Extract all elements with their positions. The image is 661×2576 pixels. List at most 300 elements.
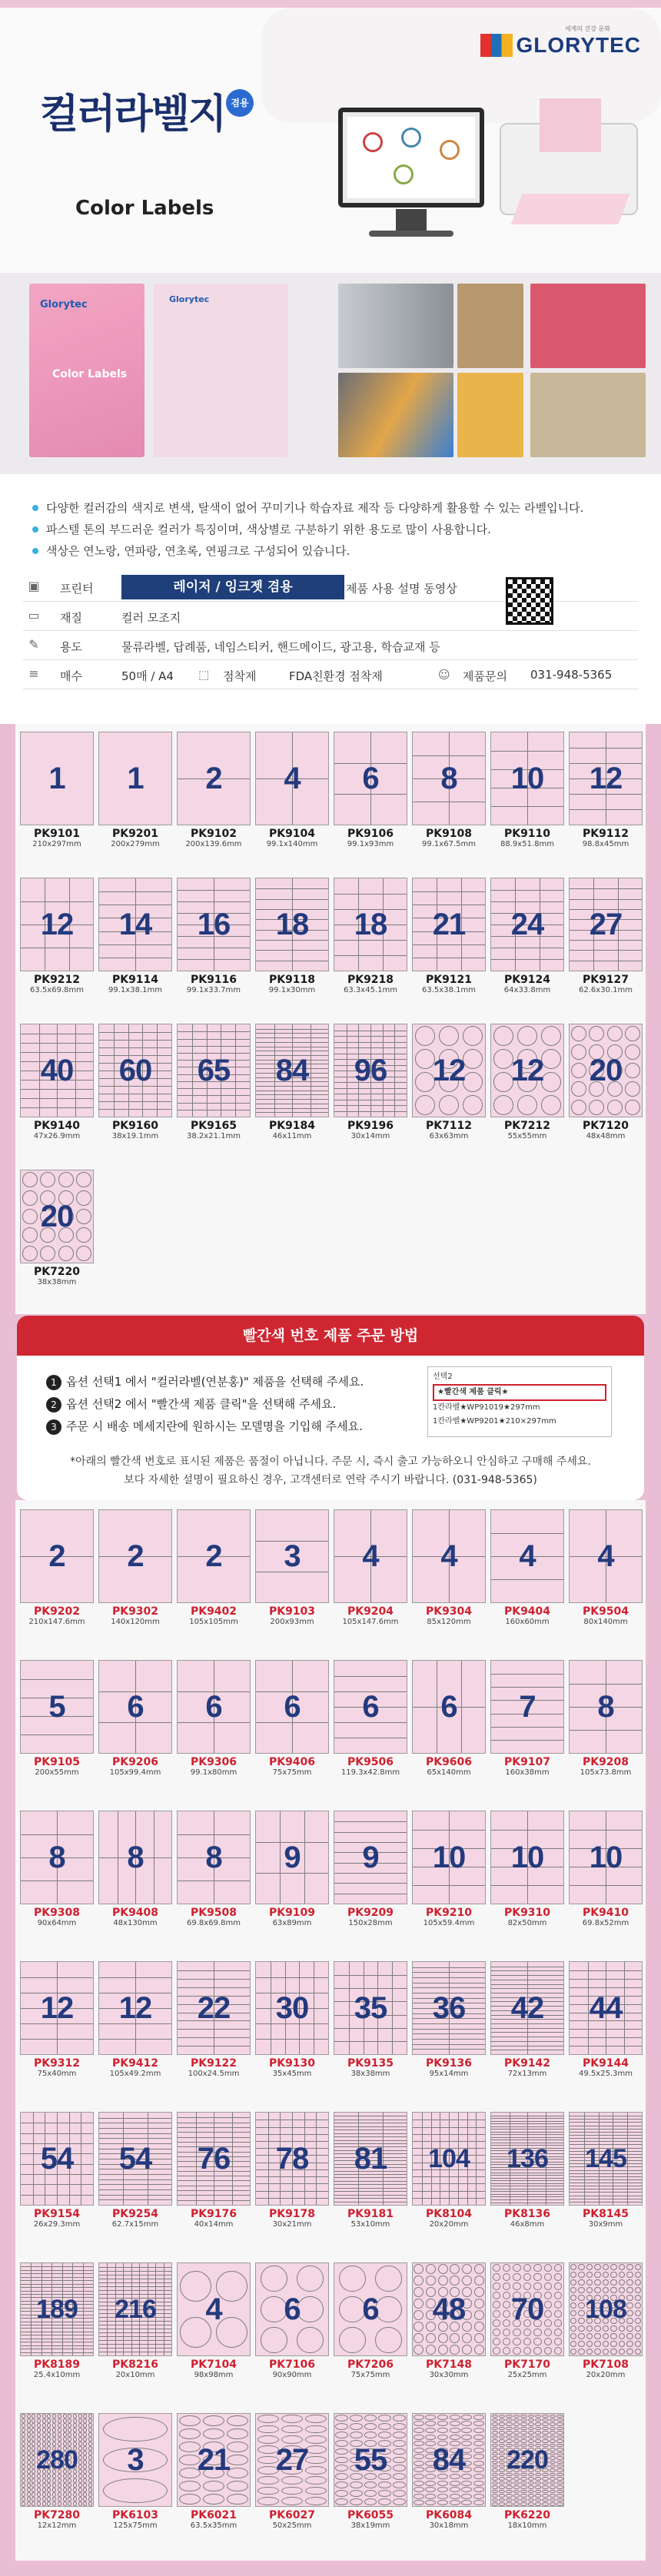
label-product-pk9306[interactable]: [177, 1660, 251, 1777]
label-size: 49.5x25.3mm: [579, 2070, 633, 2078]
label-count: 4: [440, 1539, 457, 1573]
label-count: 60: [118, 1053, 152, 1087]
label-sheet-preview: [98, 1660, 172, 1754]
label-size: 20x10mm: [115, 2371, 155, 2379]
label-sheet-preview: [569, 1660, 643, 1754]
label-product-pk9308[interactable]: [20, 1811, 94, 1927]
label-product-pk9122[interactable]: [177, 1961, 251, 2078]
label-sheet-preview: [412, 1660, 486, 1754]
label-count: 65: [197, 1053, 231, 1087]
label-sheet-preview: [334, 1660, 407, 1754]
label-size: 47x26.9mm: [33, 1132, 81, 1140]
label-size: 125x75mm: [113, 2521, 158, 2530]
label-size: 99.1x67.5mm: [422, 840, 476, 848]
model-code: PK9124: [503, 974, 551, 986]
brand-name: GLORYTEC: [516, 33, 641, 57]
label-product-pk9404[interactable]: [490, 1509, 564, 1626]
label-product-pk6055[interactable]: [334, 2413, 407, 2530]
label-product-pk9606[interactable]: [412, 1660, 486, 1777]
label-product-pk6084[interactable]: [412, 2413, 486, 2530]
label-product-pk9107[interactable]: [490, 1660, 564, 1777]
label-product-pk8104[interactable]: [412, 2112, 486, 2229]
notice-footnote-line: *아래의 빨간색 번호로 표시된 제품은 품절이 아닙니다. 주문 시, 즉시 출고 가능하오니 안심하고 구매해 주세요.: [70, 1456, 591, 1468]
label-size: 38x38mm: [37, 1278, 77, 1286]
spec-row-printer: [23, 573, 638, 602]
label-product-pk9124[interactable]: [490, 878, 564, 994]
label-product-pk6021[interactable]: [177, 2413, 251, 2530]
label-count: 104: [428, 2143, 470, 2173]
label-product-pk7148[interactable]: [412, 2262, 486, 2379]
label-product-pk9101[interactable]: [20, 732, 94, 848]
spec-label: 재질: [60, 611, 82, 625]
dropdown-option[interactable]: 1칸라벨★WP91019★297mm: [433, 1403, 540, 1412]
label-size: 95x14mm: [429, 2070, 469, 2078]
label-product-pk9127[interactable]: [569, 878, 643, 994]
label-size: 35x45mm: [272, 2070, 312, 2078]
label-count: 7: [519, 1689, 536, 1724]
adhesive-icon: ⬚: [198, 668, 210, 682]
model-code: PK9181: [347, 2208, 394, 2220]
model-code: PK6027: [268, 2509, 316, 2521]
model-code: PK8104: [425, 2208, 473, 2220]
label-sheet-preview: [412, 1509, 486, 1603]
label-count: 2: [48, 1539, 65, 1573]
label-sheet-preview: [490, 1660, 564, 1754]
material-icon: ▭: [28, 608, 40, 622]
label-sheet-preview: [98, 732, 172, 825]
model-code: PK9109: [268, 1907, 316, 1919]
label-product-pk9118[interactable]: [255, 878, 329, 994]
label-sheet-preview: [334, 732, 407, 825]
label-product-pk9109[interactable]: [255, 1811, 329, 1927]
label-count: 8: [127, 1840, 144, 1874]
notice-step: 1 옵션 선택1 에서 "컬러라벨(연분홍)" 제품을 선택해 주세요.: [46, 1371, 364, 1393]
label-product-pk9135[interactable]: [334, 1961, 407, 2078]
label-size: 30x30mm: [429, 2371, 469, 2379]
label-size: 105x99.4mm: [109, 1768, 161, 1777]
label-size: 99.1x30mm: [268, 986, 316, 994]
label-product-pk9178[interactable]: [255, 2112, 329, 2229]
monitor-stand: [396, 209, 427, 232]
model-code: PK8216: [111, 2359, 159, 2371]
label-count: 4: [205, 2292, 222, 2326]
label-product-pk9206[interactable]: [98, 1660, 172, 1777]
order-notice: [17, 1316, 644, 1500]
label-product-pk9406[interactable]: [255, 1660, 329, 1777]
model-code: PK9306: [190, 1756, 237, 1768]
label-size: 18x10mm: [507, 2521, 547, 2530]
label-product-pk9130[interactable]: [255, 1961, 329, 2078]
label-size: 75x75mm: [272, 1768, 312, 1777]
label-count: 3: [284, 1539, 301, 1573]
label-count: 18: [275, 907, 309, 941]
label-product-pk9218[interactable]: [334, 878, 407, 994]
label-product-pk6220[interactable]: [490, 2413, 564, 2530]
printer-illustration: [500, 123, 638, 215]
label-count: 84: [275, 1053, 309, 1087]
label-sheet-preview: [412, 878, 486, 971]
label-size: 63.3x45.1mm: [344, 986, 397, 994]
label-sheet-preview: [98, 2413, 172, 2507]
label-product-pk7104[interactable]: [177, 2262, 251, 2379]
label-product-pk9402[interactable]: [177, 1509, 251, 1626]
video-guide-label: 제품 사용 설명 동영상: [346, 582, 457, 596]
model-code: PK9404: [503, 1605, 551, 1618]
model-code: PK9506: [347, 1756, 394, 1768]
label-product-pk7170[interactable]: [490, 2262, 564, 2379]
label-count: 48: [432, 2292, 466, 2326]
model-code: PK9154: [33, 2208, 81, 2220]
label-count: 27: [275, 2442, 309, 2477]
label-product-pk9508[interactable]: [177, 1811, 251, 1927]
label-sheet-preview: [98, 1509, 172, 1603]
label-count: 6: [362, 761, 379, 795]
label-size: 40x14mm: [194, 2220, 234, 2229]
label-count: 35: [354, 1990, 387, 2025]
label-count: 10: [432, 1840, 466, 1874]
model-code: PK9122: [190, 2057, 237, 2070]
label-count: 1: [48, 761, 65, 795]
label-sheet-preview: [569, 1961, 643, 2055]
model-code: PK9254: [111, 2208, 159, 2220]
label-size: 200x93mm: [270, 1618, 314, 1626]
label-size: 80x140mm: [583, 1618, 628, 1626]
label-count: 2: [127, 1539, 144, 1573]
label-product-pk7120[interactable]: [569, 1024, 643, 1140]
top-ribbon: [0, 0, 661, 8]
label-product-pk9408[interactable]: [98, 1811, 172, 1927]
label-count: 40: [40, 1053, 74, 1087]
label-product-pk9202[interactable]: [20, 1509, 94, 1626]
label-count: 20: [40, 1199, 74, 1233]
label-count: 12: [40, 907, 74, 941]
model-code: PK9212: [33, 974, 81, 986]
label-product-pk9204[interactable]: [334, 1509, 407, 1626]
label-product-pk9121[interactable]: [412, 878, 486, 994]
label-product-pk9209[interactable]: [334, 1811, 407, 1927]
label-size: 150x28mm: [348, 1919, 393, 1927]
label-product-pk9208[interactable]: [569, 1660, 643, 1777]
label-count: 44: [589, 1990, 623, 2025]
model-code: PK9127: [582, 974, 629, 986]
label-count: 76: [197, 2141, 231, 2176]
label-product-pk9181[interactable]: [334, 2112, 407, 2229]
label-sheet-preview: [490, 1509, 564, 1603]
label-product-pk9108[interactable]: [412, 732, 486, 848]
dropdown-selected-option[interactable]: ★빨간색 제품 클릭★: [433, 1384, 606, 1401]
label-size: 69.8x69.8mm: [187, 1919, 241, 1927]
spec-row-quantity: [23, 660, 638, 689]
label-size: 50x25mm: [272, 2521, 312, 2530]
label-count: 189: [36, 2294, 78, 2324]
label-size: 90x90mm: [272, 2371, 312, 2379]
dropdown-option[interactable]: 1칸라벨★WP9201★210×297mm: [433, 1417, 556, 1426]
brand-mark-icon: [480, 34, 513, 57]
label-sheet-preview: [177, 878, 251, 971]
model-code: PK9410: [582, 1907, 629, 1919]
model-code: PK9210: [425, 1907, 473, 1919]
model-code: PK6021: [190, 2509, 237, 2521]
label-product-pk9210[interactable]: [412, 1811, 486, 1927]
label-sheet-preview: [490, 732, 564, 825]
label-sheet-preview: [255, 2112, 329, 2206]
label-product-pk9142[interactable]: [490, 1961, 564, 2078]
label-size: 100x24.5mm: [188, 2070, 240, 2078]
photo-glass-jar: [530, 373, 646, 457]
model-code: PK9121: [425, 974, 473, 986]
label-sheet-preview: [177, 732, 251, 825]
model-code: PK6220: [503, 2509, 551, 2521]
model-code: PK9202: [33, 1605, 81, 1618]
label-size: 63.5x69.8mm: [30, 986, 84, 994]
label-count: 42: [510, 1990, 544, 2025]
cover-title: Color Labels: [52, 368, 128, 380]
label-product-pk7220[interactable]: [20, 1170, 94, 1286]
label-product-pk9144[interactable]: [569, 1961, 643, 2078]
label-size: 20x20mm: [429, 2220, 469, 2229]
label-sheet-preview: [20, 1024, 94, 1117]
sheet-brand: Glorytec: [169, 294, 210, 304]
label-size: 69.8x52mm: [582, 1919, 629, 1927]
label-product-pk9412[interactable]: [98, 1961, 172, 2078]
label-product-pk9114[interactable]: [98, 878, 172, 994]
label-sheet-preview: [20, 1961, 94, 2055]
model-code: PK9130: [268, 2057, 316, 2070]
label-count: 12: [510, 1053, 544, 1087]
label-sheet-preview: [98, 1961, 172, 2055]
label-product-pk9302[interactable]: [98, 1509, 172, 1626]
stack-icon: ≡: [28, 666, 39, 681]
label-size: 200x55mm: [35, 1768, 79, 1777]
label-size: 38x19.1mm: [111, 1132, 159, 1140]
label-sheet-preview: [490, 1024, 564, 1117]
label-product-pk9201[interactable]: [98, 732, 172, 848]
contact-phone: 031-948-5365: [530, 668, 613, 682]
label-size: 55x55mm: [507, 1132, 547, 1140]
label-product-pk6103[interactable]: [98, 2413, 172, 2530]
label-count: 96: [354, 1053, 387, 1087]
model-code: PK7170: [503, 2359, 551, 2371]
label-product-pk9160[interactable]: [98, 1024, 172, 1140]
label-product-pk6027[interactable]: [255, 2413, 329, 2530]
label-size: 38x38mm: [350, 2070, 390, 2078]
label-product-pk9506[interactable]: [334, 1660, 407, 1777]
label-product-pk9176[interactable]: [177, 2112, 251, 2229]
label-count: 8: [48, 1840, 65, 1874]
label-size: 99.1x38.1mm: [108, 986, 162, 994]
label-product-pk9102[interactable]: [177, 732, 251, 848]
label-sheet-preview: [177, 2413, 251, 2507]
label-size: 48x130mm: [113, 1919, 158, 1927]
label-size: 200x139.6mm: [185, 840, 242, 848]
label-product-pk9196[interactable]: [334, 1024, 407, 1140]
label-count: 2: [205, 761, 222, 795]
label-sheet-preview: [20, 2262, 94, 2356]
label-count: 12: [432, 1053, 466, 1087]
model-code: PK9135: [347, 2057, 394, 2070]
photo-gift-box: [530, 284, 646, 368]
label-count: 5: [48, 1689, 65, 1724]
printer-icon: ▣: [28, 579, 40, 593]
label-count: 220: [507, 2445, 548, 2475]
model-code: PK9204: [347, 1605, 394, 1618]
label-product-pk9184[interactable]: [255, 1024, 329, 1140]
label-product-pk8145[interactable]: [569, 2112, 643, 2229]
label-sheet-preview: [177, 1024, 251, 1117]
model-code: PK9108: [425, 828, 473, 840]
label-product-pk9310[interactable]: [490, 1811, 564, 1927]
label-size: 98.8x45mm: [582, 840, 629, 848]
label-count: 8: [440, 761, 457, 795]
model-code: PK9201: [111, 828, 159, 840]
label-product-pk9136[interactable]: [412, 1961, 486, 2078]
model-code: PK9142: [503, 2057, 551, 2070]
model-code: PK9196: [347, 1120, 394, 1132]
label-size: 63.5x35mm: [190, 2521, 237, 2530]
model-code: PK9106: [347, 828, 394, 840]
model-code: PK9304: [425, 1605, 473, 1618]
label-sheet-preview: [569, 2262, 643, 2356]
label-sheet-preview: [255, 878, 329, 971]
spec-label: 프린터: [60, 582, 94, 596]
label-product-pk8136[interactable]: [490, 2112, 564, 2229]
label-count: 216: [115, 2294, 156, 2324]
label-size: 160x38mm: [505, 1768, 550, 1777]
option-dropdown-example[interactable]: [427, 1366, 612, 1437]
label-sheet-preview: [490, 1811, 564, 1904]
model-code: PK9160: [111, 1120, 159, 1132]
label-count: 145: [585, 2143, 626, 2173]
label-sheet-preview: [177, 1961, 251, 2055]
label-product-pk9410[interactable]: [569, 1811, 643, 1927]
label-sheet-preview: [20, 1509, 94, 1603]
label-product-pk7112[interactable]: [412, 1024, 486, 1140]
label-product-pk9212[interactable]: [20, 878, 94, 994]
model-code: PK9310: [503, 1907, 551, 1919]
label-product-pk8189[interactable]: [20, 2262, 94, 2379]
notice-footnote: [17, 1452, 644, 1489]
label-count: 6: [284, 1689, 301, 1724]
label-count: 21: [432, 907, 466, 941]
label-size: 82x50mm: [507, 1919, 547, 1927]
label-product-pk7206[interactable]: [334, 2262, 407, 2379]
label-sheet-preview: [412, 2413, 486, 2507]
label-size: 63x63mm: [429, 1132, 469, 1140]
notice-footnote-line: 보다 자세한 설명이 필요하신 경우, 고객센터로 연락 주시기 바랍니다. (031-948-5365): [124, 1474, 537, 1486]
label-size: 30x21mm: [272, 2220, 312, 2229]
label-product-pk9312[interactable]: [20, 1961, 94, 2078]
label-product-pk9116[interactable]: [177, 878, 251, 994]
spec-label: 제품문의: [463, 669, 507, 683]
model-code: PK9136: [425, 2057, 473, 2070]
dropdown-label: 선택2: [433, 1373, 453, 1381]
model-code: PK7148: [425, 2359, 473, 2371]
label-size: 53x10mm: [350, 2220, 390, 2229]
label-product-pk8216[interactable]: [98, 2262, 172, 2379]
product-info-section: [0, 474, 661, 724]
model-code: PK9408: [111, 1907, 159, 1919]
label-sheet-preview: [569, 1811, 643, 1904]
spec-table: [23, 573, 638, 689]
label-size: 62.7x15mm: [111, 2220, 159, 2229]
label-sheet-preview: [412, 1811, 486, 1904]
label-size: 98x98mm: [194, 2371, 234, 2379]
model-code: PK9402: [190, 1605, 237, 1618]
label-product-pk7212[interactable]: [490, 1024, 564, 1140]
label-count: 21: [197, 2442, 231, 2477]
label-count: 10: [510, 761, 544, 795]
label-sheet-preview: [334, 1024, 407, 1117]
model-code: PK9107: [503, 1756, 551, 1768]
label-count: 12: [589, 761, 623, 795]
spec-value-printer: 레이저 / 잉크젯 겸용: [121, 575, 344, 599]
model-code: PK9508: [190, 1907, 237, 1919]
product-sheet-back: [154, 284, 288, 457]
label-size: 46x8mm: [510, 2220, 545, 2229]
label-sheet-preview: [412, 1961, 486, 2055]
label-product-pk7106[interactable]: [255, 2262, 329, 2379]
label-size: 200x279mm: [111, 840, 160, 848]
label-product-pk9165[interactable]: [177, 1024, 251, 1140]
label-size: 85x120mm: [427, 1618, 471, 1626]
label-size: 105x105mm: [189, 1618, 238, 1626]
label-count: 4: [362, 1539, 379, 1573]
model-code: PK9114: [111, 974, 159, 986]
label-product-pk7280[interactable]: [20, 2413, 94, 2530]
label-sheet-preview: [334, 878, 407, 971]
label-product-pk9112[interactable]: [569, 732, 643, 848]
label-count: 27: [589, 907, 623, 941]
cover-brand: Glorytec: [40, 299, 88, 310]
model-code: PK9144: [582, 2057, 629, 2070]
label-catalog: [0, 724, 661, 2576]
label-product-pk9154[interactable]: [20, 2112, 94, 2229]
model-code: PK9606: [425, 1756, 473, 1768]
label-product-pk9304[interactable]: [412, 1509, 486, 1626]
model-code: PK9184: [268, 1120, 316, 1132]
model-code: PK9165: [190, 1120, 237, 1132]
spec-row-material: [23, 602, 638, 631]
model-code: PK9206: [111, 1756, 159, 1768]
label-size: 99.1x140mm: [266, 840, 318, 848]
model-code: PK9412: [111, 2057, 159, 2070]
model-code: PK9504: [582, 1605, 629, 1618]
label-size: 63.5x38.1mm: [422, 986, 476, 994]
label-count: 22: [197, 1990, 231, 2025]
label-count: 54: [118, 2141, 152, 2176]
label-product-pk9110[interactable]: [490, 732, 564, 848]
label-count: 24: [510, 907, 544, 941]
label-sheet-preview: [334, 1961, 407, 2055]
label-product-pk9504[interactable]: [569, 1509, 643, 1626]
model-code: PK7106: [268, 2359, 316, 2371]
label-sheet-preview: [490, 878, 564, 971]
label-size: 65x140mm: [427, 1768, 471, 1777]
label-count: 54: [40, 2141, 74, 2176]
usage-icon: ✎: [28, 637, 39, 652]
model-code: PK9103: [268, 1605, 316, 1618]
label-product-pk9105[interactable]: [20, 1660, 94, 1777]
label-size: 30x9mm: [588, 2220, 623, 2229]
label-product-pk9103[interactable]: [255, 1509, 329, 1626]
label-product-pk9106[interactable]: [334, 732, 407, 848]
label-size: 99.1x93mm: [347, 840, 394, 848]
label-product-pk7108[interactable]: [569, 2262, 643, 2379]
label-product-pk9104[interactable]: [255, 732, 329, 848]
label-product-pk9140[interactable]: [20, 1024, 94, 1140]
feature-item: 파스텔 톤의 부드러운 컬러가 특징이며, 색상별로 구분하기 위한 용도로 많이 사용합니다.: [31, 519, 646, 540]
label-product-pk9254[interactable]: [98, 2112, 172, 2229]
